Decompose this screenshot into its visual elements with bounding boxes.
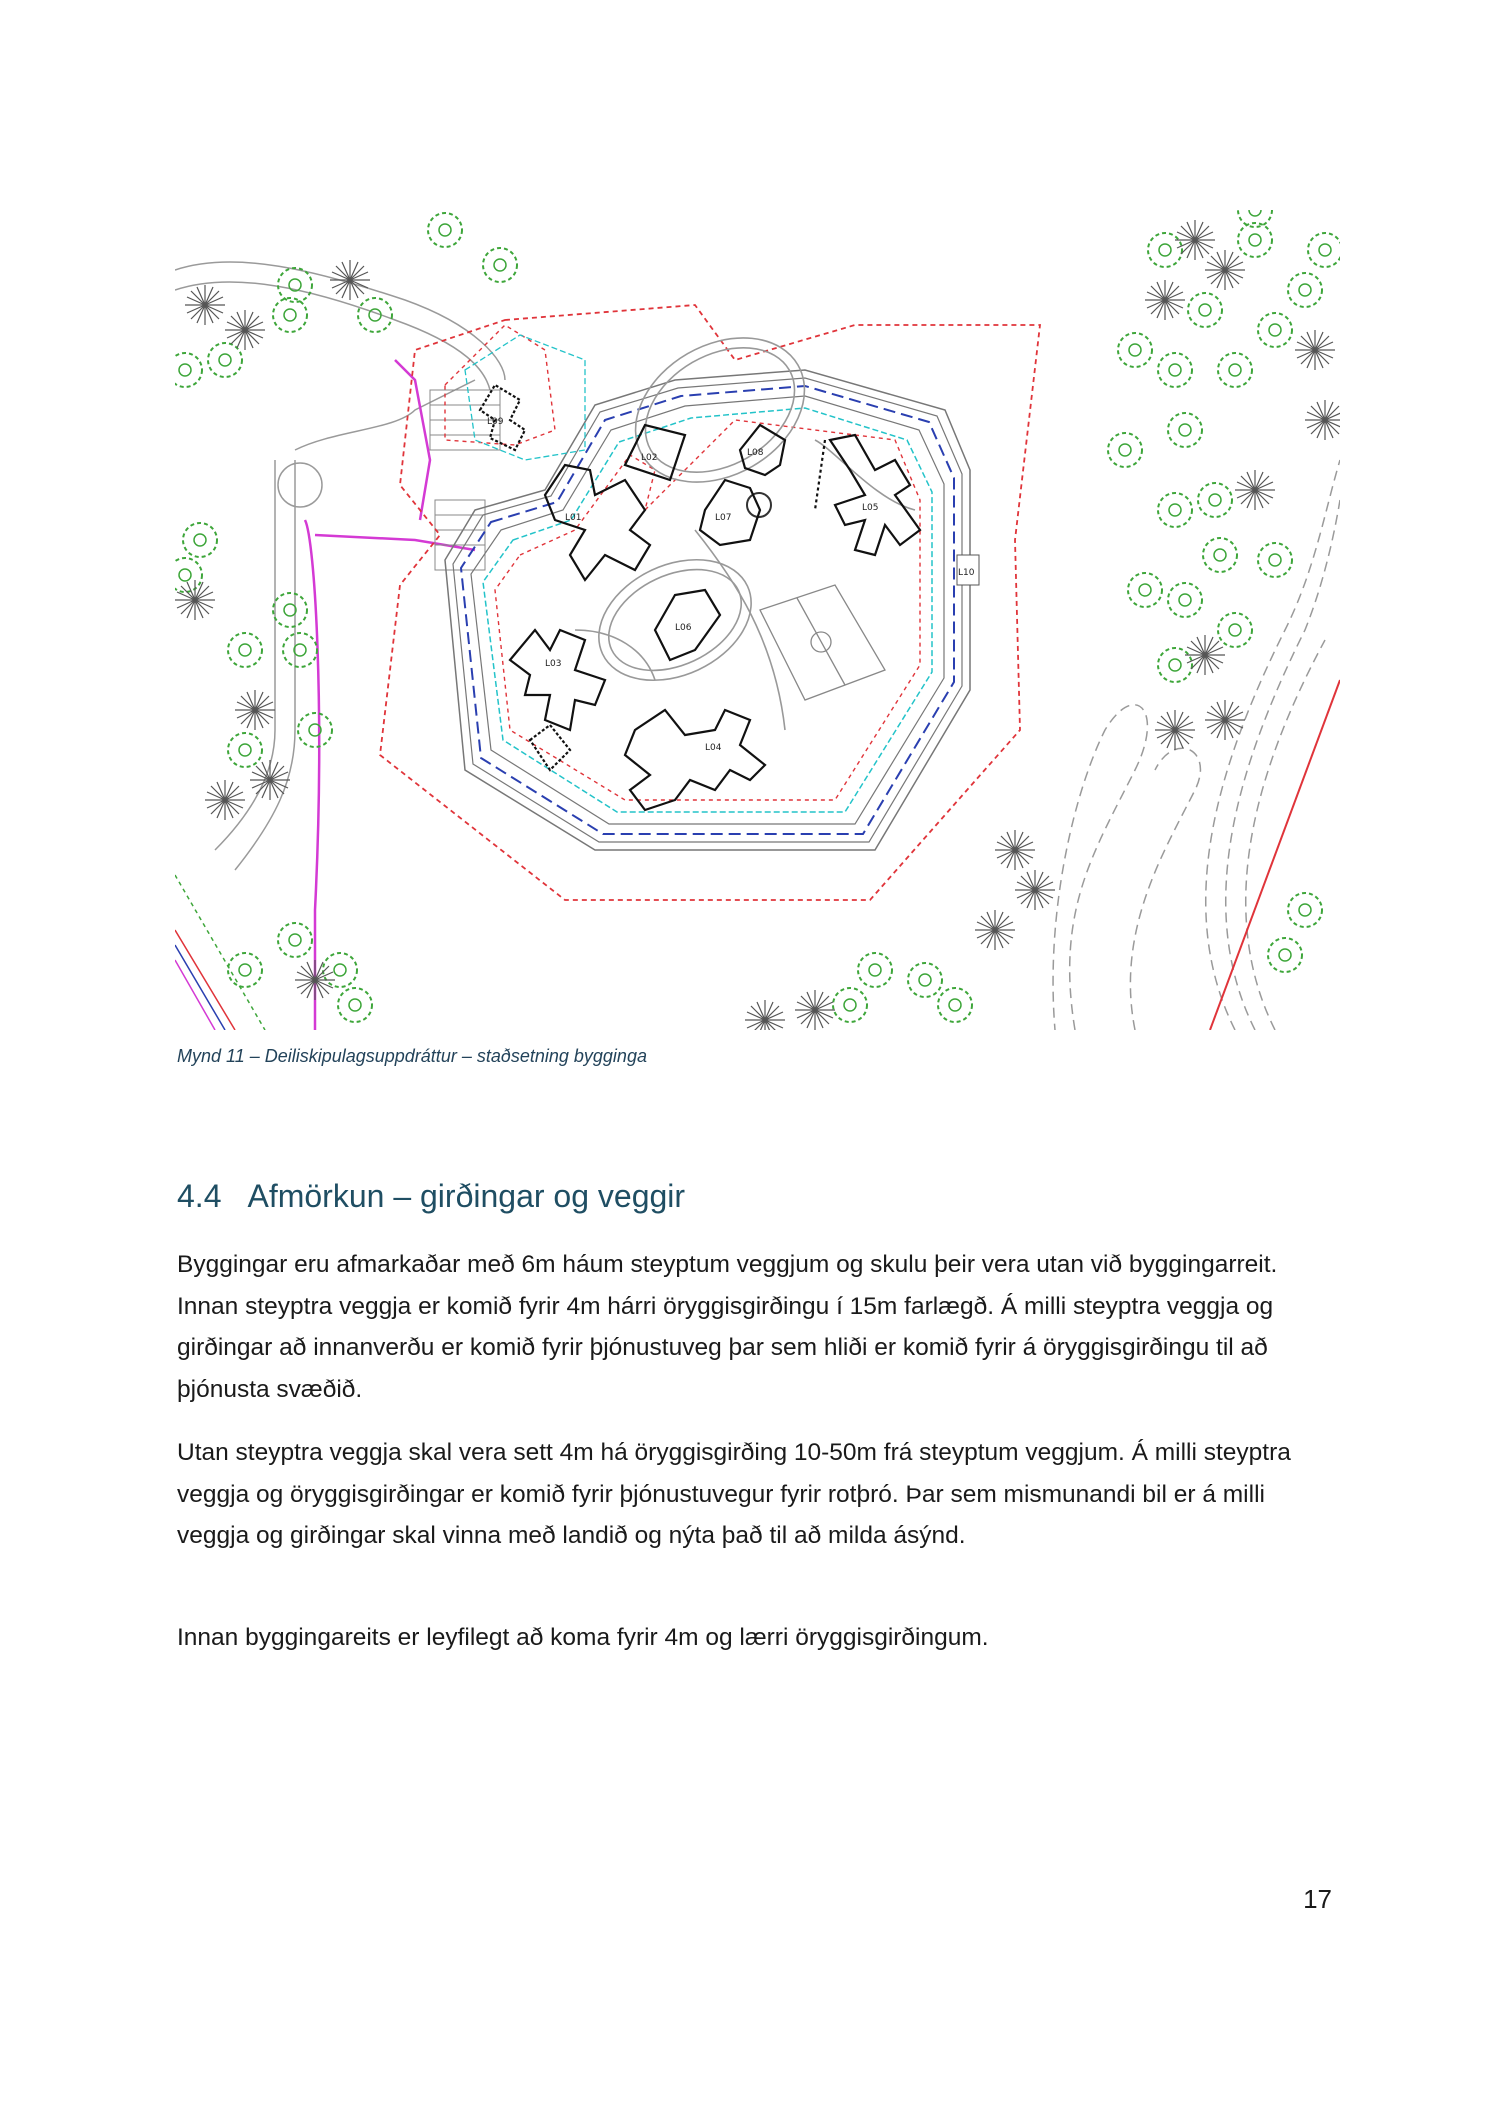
building-label: L09 bbox=[487, 417, 504, 427]
building-label: L04 bbox=[705, 743, 722, 753]
building-label: L06 bbox=[675, 623, 692, 633]
site-plan-drawing bbox=[175, 210, 1340, 1030]
section-heading bbox=[177, 1178, 685, 1215]
building-label: L02 bbox=[641, 453, 658, 463]
building-label: L03 bbox=[545, 659, 562, 669]
building-label: L08 bbox=[747, 448, 764, 458]
section-number: 4.4 bbox=[177, 1178, 222, 1214]
building-label: L10 bbox=[958, 568, 975, 578]
site-plan-figure bbox=[175, 210, 1340, 1030]
building-label: L07 bbox=[715, 513, 732, 523]
figure-caption: Mynd 11 – Deiliskipulagsuppdráttur – staðsetning bygginga bbox=[177, 1046, 647, 1066]
page-number: 17 bbox=[1303, 1884, 1332, 1914]
body-paragraph: Innan byggingareits er leyfilegt að koma fyrir 4m og lærri öryggisgirðingum. bbox=[177, 1624, 989, 1651]
building-label: L01 bbox=[565, 513, 582, 523]
building-label: L05 bbox=[862, 503, 879, 513]
body-paragraph: Byggingar eru afmarkaðar með 6m háum steyptum veggjum og skulu þeir vera utan við byggingarreit. Innan steyptra veggja er komið fyrir 4m hárri öryggisgirðingu í 15m farlægð. Á milli steyptra veggja og girðingar að innanverðu er komið fyrir þjónustuveg þar sem hliði er komið fyrir á öryggisgirðingu til að þjónusta svæðið. bbox=[177, 1251, 1278, 1403]
section-title: Afmörkun – girðingar og veggir bbox=[247, 1178, 686, 1214]
body-paragraph: Utan steyptra veggja skal vera sett 4m há öryggisgirðing 10-50m frá steyptum veggjum. Á milli steyptra veggja og öryggisgirðingar er komið fyrir þjónustuvegur fyrir rotþró. Þar sem mismunandi bil er á milli veggja og girðingar skal vinna með landið og nýta það til að milda ásýnd. bbox=[177, 1439, 1291, 1549]
